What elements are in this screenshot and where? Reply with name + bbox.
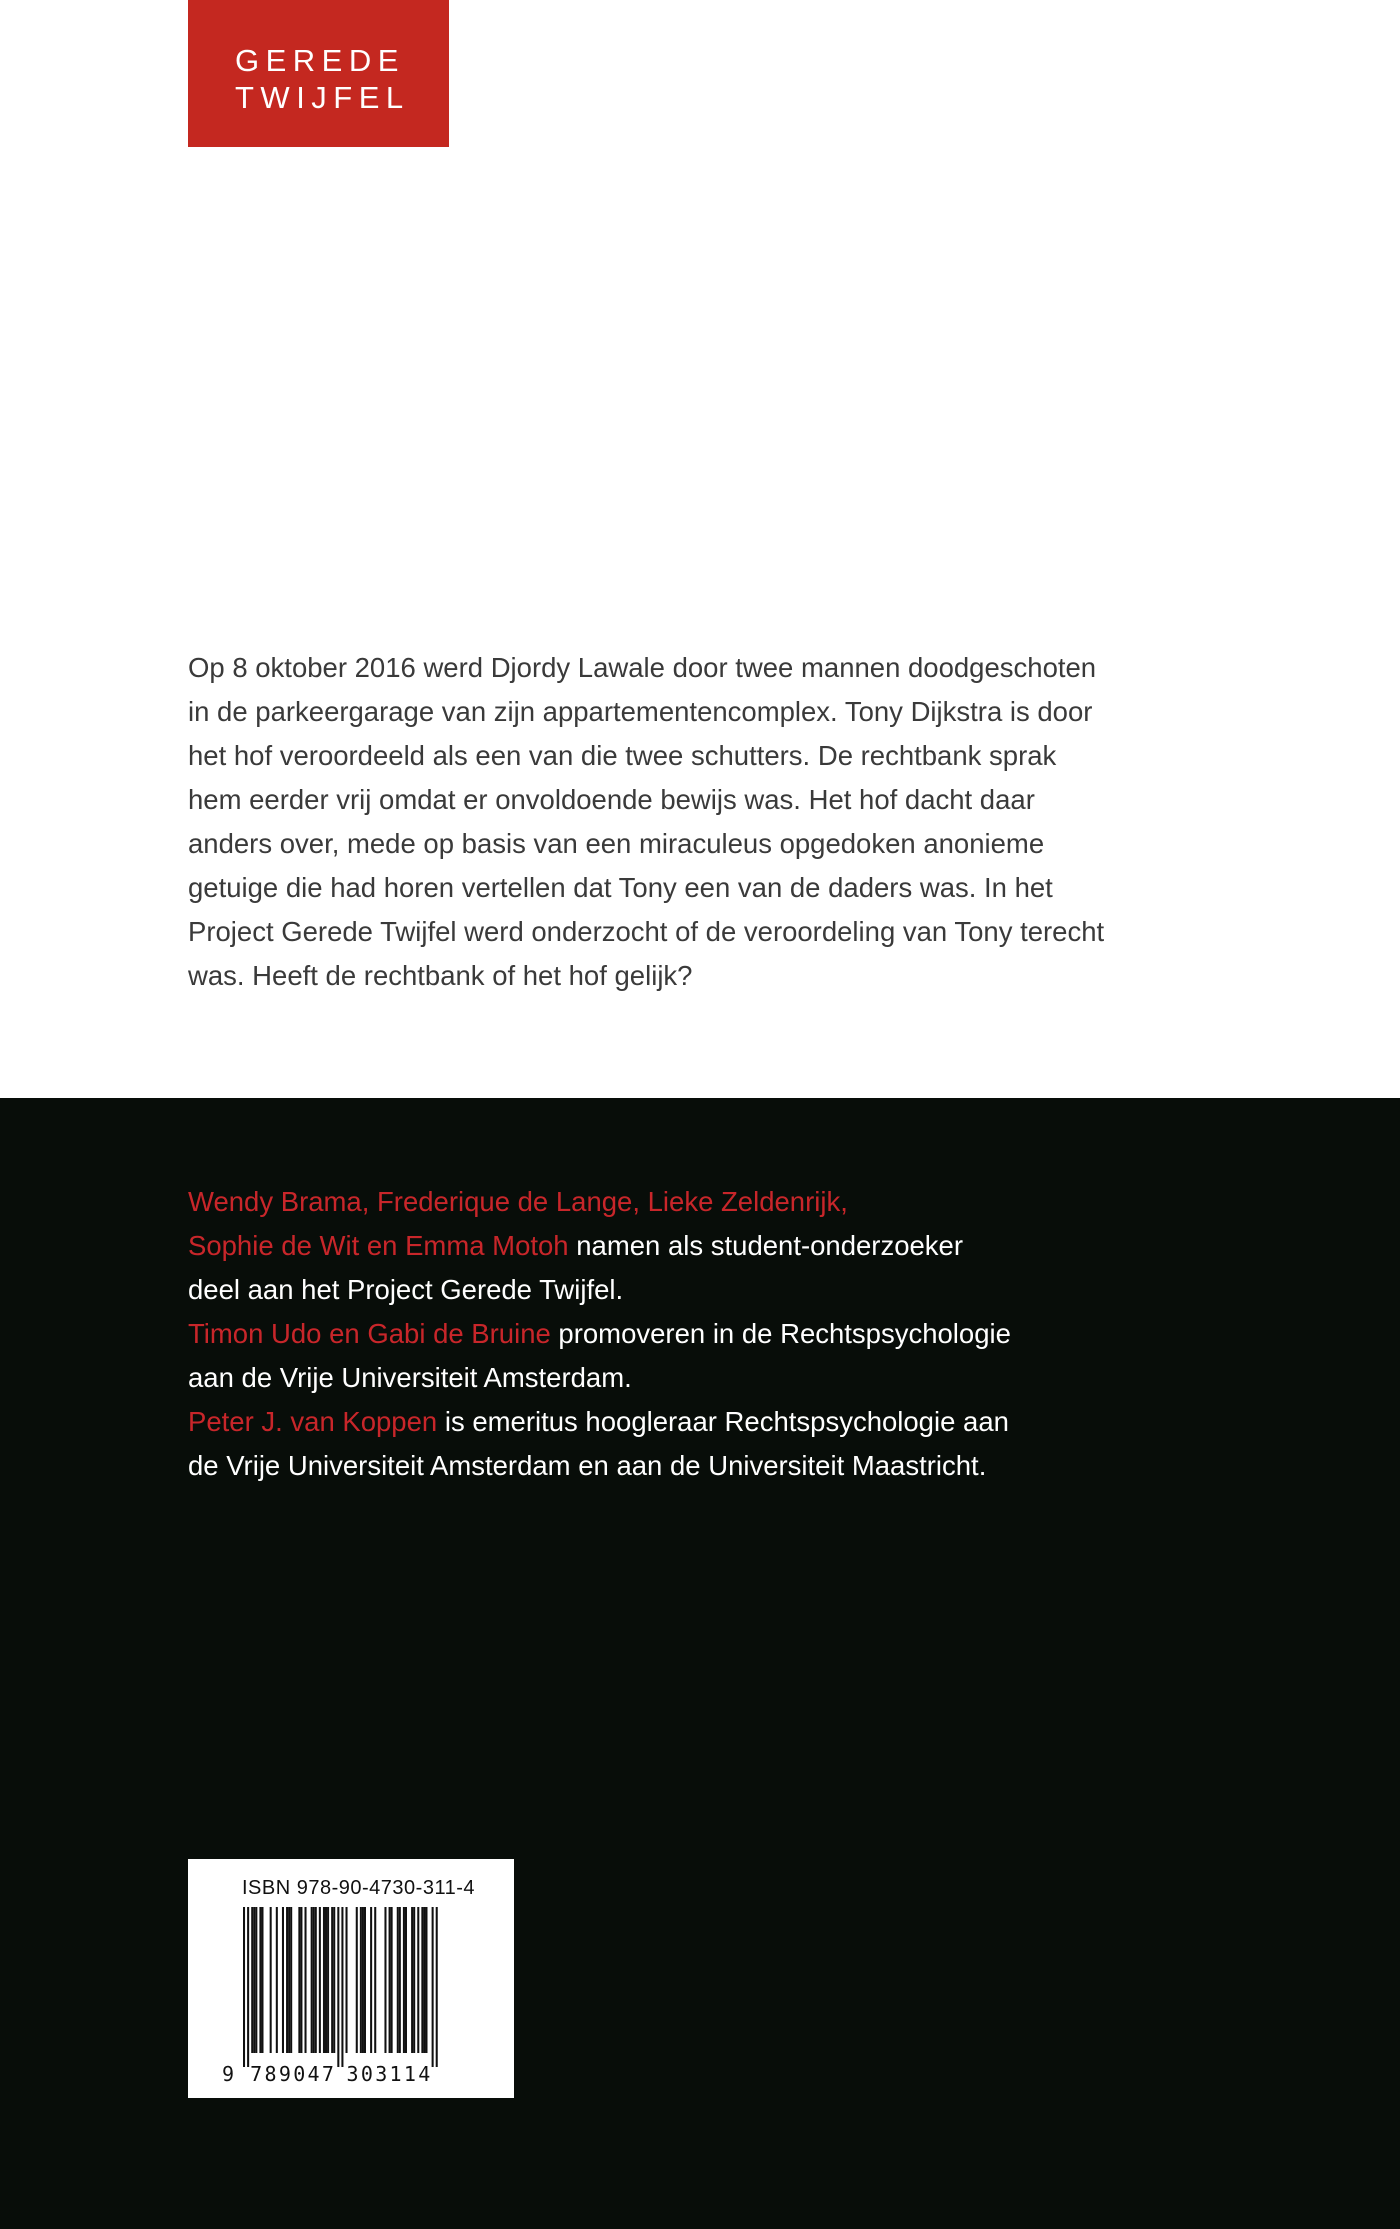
barcode-bar xyxy=(364,1907,366,2053)
barcode-guard-bar xyxy=(341,1907,343,2067)
barcode-bar xyxy=(313,1907,315,2053)
barcode-bar xyxy=(288,1907,290,2053)
bio-text: namen als student-onderzoeker xyxy=(568,1230,964,1261)
barcode-guard-bar xyxy=(337,1907,339,2067)
barcode-bar xyxy=(411,1907,413,2053)
barcode-digit: 1 xyxy=(389,2062,402,2086)
barcode-bar xyxy=(298,1907,300,2053)
barcode-digit: 8 xyxy=(264,2062,277,2086)
bio-text: is emeritus hoogleraar Rechtspsychologie aan xyxy=(437,1406,1009,1437)
bio-text: promoveren in de Rechtspsychologie xyxy=(550,1318,1011,1349)
barcode-bar xyxy=(259,1907,261,2053)
barcode-digit: 0 xyxy=(360,2062,373,2086)
barcode-bar xyxy=(413,1907,415,2053)
blurb-line: Op 8 oktober 2016 werd Djordy Lawale door twee mannen doodgeschoten xyxy=(188,652,1097,683)
logo-line-1: GEREDE xyxy=(235,43,405,78)
barcode-digit: 4 xyxy=(418,2062,431,2086)
barcode-bar xyxy=(323,1907,325,2053)
barcode-bar xyxy=(327,1907,329,2053)
blurb-line: was. Heeft de rechtbank of het hof gelijk? xyxy=(188,960,693,991)
isbn-barcode xyxy=(188,1859,514,2098)
author-names: Peter J. van Koppen xyxy=(188,1406,438,1437)
bio-line xyxy=(188,1224,1188,1268)
barcode-bar xyxy=(255,1907,257,2053)
barcode-digit: 7 xyxy=(321,2062,334,2086)
bio-line: de Vrije Universiteit Amsterdam en aan de Universiteit Maastricht. xyxy=(188,1450,987,1481)
barcode-bar xyxy=(356,1907,358,2053)
barcode-bar xyxy=(360,1907,362,2053)
blurb-line: anders over, mede op basis van een miraculeus opgedoken anonieme xyxy=(188,828,1045,859)
cover-top-section xyxy=(0,0,1400,1098)
barcode-bar xyxy=(362,1907,364,2053)
barcode-bar xyxy=(276,1907,278,2053)
barcode-bar xyxy=(319,1907,321,2053)
barcode-bar xyxy=(261,1907,263,2053)
author-names: Sophie de Wit en Emma Motoh xyxy=(188,1230,569,1261)
barcode-bar xyxy=(311,1907,313,2053)
barcode-bar xyxy=(370,1907,372,2053)
isbn-label: ISBN 978-90-4730-311-4 xyxy=(242,1877,475,1899)
barcode-bar xyxy=(425,1907,427,2053)
barcode-bar xyxy=(417,1907,419,2053)
blurb-line: het hof veroordeeld als een van die twee schutters. De rechtbank sprak xyxy=(188,740,1057,771)
barcode-digit: 9 xyxy=(278,2062,291,2086)
barcode-bar xyxy=(286,1907,288,2053)
barcode-digit: 1 xyxy=(403,2062,416,2086)
blurb-line: Project Gerede Twijfel werd onderzocht of de veroordeling van Tony terecht xyxy=(188,916,1105,947)
barcode-bar xyxy=(346,1907,348,2053)
barcode-digit: 4 xyxy=(307,2062,320,2086)
barcode-bar xyxy=(300,1907,302,2053)
barcode-bar xyxy=(403,1907,405,2053)
barcode-digit: 7 xyxy=(250,2062,263,2086)
barcode-bar xyxy=(305,1907,307,2053)
barcode-bar xyxy=(290,1907,292,2053)
barcode-bar xyxy=(391,1907,393,2053)
barcode-guard-bar xyxy=(243,1907,245,2067)
barcode-digit: 9 xyxy=(222,2062,235,2086)
barcode-guard-bar xyxy=(432,1907,434,2067)
barcode-digit: 3 xyxy=(346,2062,359,2086)
bio-line xyxy=(188,1400,1188,1444)
barcode-bar xyxy=(282,1907,284,2053)
barcode-bar xyxy=(270,1907,272,2053)
barcode-digit: 0 xyxy=(293,2062,306,2086)
author-bios xyxy=(188,1180,1188,1488)
series-logo xyxy=(188,0,449,147)
bio-line xyxy=(188,1180,1188,1224)
barcode-digit: 3 xyxy=(375,2062,388,2086)
barcode-bar xyxy=(325,1907,327,2053)
barcode-guard-bar xyxy=(247,1907,249,2067)
barcode-bar xyxy=(253,1907,255,2053)
barcode-bar xyxy=(423,1907,425,2053)
bio-line: deel aan het Project Gerede Twijfel. xyxy=(188,1274,624,1305)
bio-line: aan de Vrije Universiteit Amsterdam. xyxy=(188,1362,632,1393)
book-blurb xyxy=(188,646,1108,998)
blurb-line: in de parkeergarage van zijn appartementencomplex. Tony Dijkstra is door xyxy=(188,696,1093,727)
barcode-bar xyxy=(389,1907,391,2053)
barcode-bar xyxy=(399,1907,401,2053)
barcode-bar xyxy=(251,1907,253,2053)
barcode-bar xyxy=(333,1907,335,2053)
blurb-line: getuige die had horen vertellen dat Tony een van de daders was. In het xyxy=(188,872,1053,903)
author-names: Timon Udo en Gabi de Bruine xyxy=(188,1318,551,1349)
author-names: Wendy Brama, Frederique de Lange, Lieke Zeldenrijk, xyxy=(188,1186,848,1217)
barcode-bar xyxy=(374,1907,376,2053)
barcode-bar xyxy=(384,1907,386,2053)
barcode-bar xyxy=(405,1907,407,2053)
bio-line xyxy=(188,1312,1188,1356)
blurb-line: hem eerder vrij omdat er onvoldoende bewijs was. Het hof dacht daar xyxy=(188,784,1035,815)
barcode-bar xyxy=(397,1907,399,2053)
barcode-guard-bar xyxy=(436,1907,438,2067)
cover-bottom-section xyxy=(0,1098,1400,2229)
barcode-bar xyxy=(331,1907,333,2053)
logo-line-2: TWIJFEL xyxy=(235,80,410,115)
barcode-bar xyxy=(421,1907,423,2053)
barcode-bar xyxy=(315,1907,317,2053)
